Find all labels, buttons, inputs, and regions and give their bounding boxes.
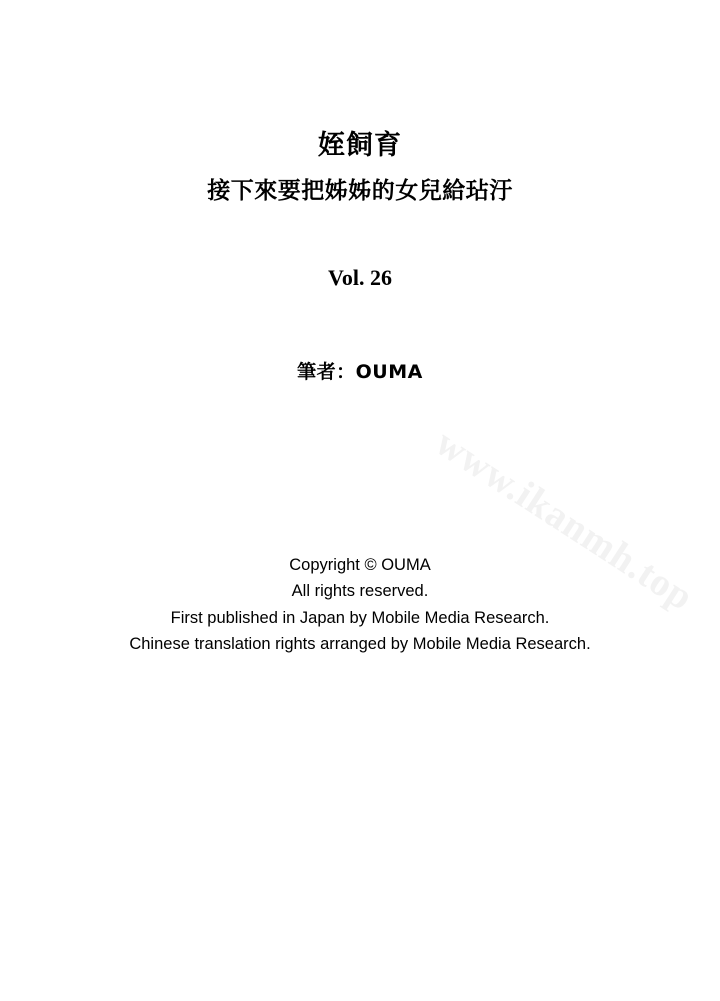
copyright-line: All rights reserved. (291, 582, 429, 601)
page-subtitle: 接下來要把姊姊的女兒給玷汙 (207, 178, 513, 205)
copyright-line: Chinese translation rights arranged by Mobile Media Research. (129, 635, 591, 654)
title-block (0, 0, 720, 209)
copyright-line: First published in Japan by Mobile Media Research. (170, 608, 550, 627)
copyright-block (0, 552, 720, 658)
author-label: 筆者：OUMA (297, 360, 423, 383)
watermark-text: www.ikanmh.top (428, 420, 702, 620)
volume-label: Vol. 26 (328, 264, 392, 290)
page-title: 姪飼育 (318, 130, 402, 161)
copyright-line: Copyright © OUMA (289, 555, 431, 574)
